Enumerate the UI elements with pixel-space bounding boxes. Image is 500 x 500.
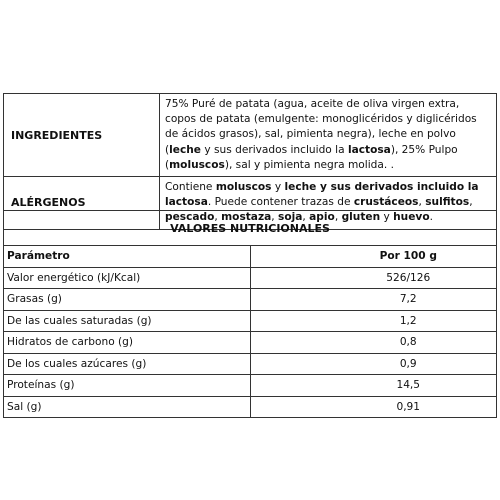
nutrient-value: 7,2 xyxy=(250,289,497,311)
allergens-label: ALÉRGENOS xyxy=(4,177,160,230)
bold-text: gluten xyxy=(341,211,381,224)
nutrient-value: 526/126 xyxy=(250,267,497,289)
text-segment: , xyxy=(214,211,222,224)
bold-text: moluscos xyxy=(169,158,225,171)
value-header: Por 100 g xyxy=(250,246,497,268)
nutrient-name: Hidratos de carbono (g) xyxy=(4,332,251,354)
text-segment: y xyxy=(271,181,285,194)
bold-text: lactosa xyxy=(347,143,391,156)
ingredients-label: INGREDIENTES xyxy=(4,94,160,177)
text-segment: y sus derivados incluido la xyxy=(200,143,348,156)
text-segment: , xyxy=(334,211,342,224)
text-segment: , xyxy=(469,196,473,209)
param-header: Parámetro xyxy=(4,246,251,268)
ingredients-text xyxy=(160,94,497,177)
nutrient-name: Sal (g) xyxy=(4,396,251,418)
bold-text: apio xyxy=(309,211,335,224)
nutrition-title-row xyxy=(4,211,497,246)
nutrition-row xyxy=(4,396,497,418)
nutrition-row xyxy=(4,310,497,332)
nutrition-header-row xyxy=(4,246,497,268)
nutrient-name: Valor energético (kJ/Kcal) xyxy=(4,267,251,289)
text-segment: . Puede contener trazas de xyxy=(207,196,354,209)
bold-text: leche xyxy=(169,143,201,156)
nutrition-row xyxy=(4,267,497,289)
text-segment: ), 25% Pulpo ( xyxy=(165,143,458,171)
nutrient-value: 14,5 xyxy=(250,375,497,397)
nutrition-row xyxy=(4,375,497,397)
bold-text: mostaza xyxy=(221,211,272,224)
nutrient-value: 0,8 xyxy=(250,332,497,354)
bold-text: sulfitos xyxy=(425,196,470,209)
nutrient-value: 0,91 xyxy=(250,396,497,418)
bold-text: crustáceos xyxy=(353,196,419,209)
nutrient-value: 0,9 xyxy=(250,353,497,375)
nutrient-value: 1,2 xyxy=(250,310,497,332)
bold-text: moluscos xyxy=(215,181,272,194)
text-segment: , xyxy=(302,211,310,224)
bold-text: huevo xyxy=(393,211,430,224)
nutrient-name: Grasas (g) xyxy=(4,289,251,311)
text-segment: ), sal y pimienta negra molida. . xyxy=(224,158,394,171)
nutrition-row xyxy=(4,332,497,354)
text-segment: . xyxy=(429,211,433,224)
bold-text: leche y sus derivados incluido la lactosa xyxy=(165,181,479,209)
text-segment: , xyxy=(418,196,426,209)
nutrient-name: De las cuales saturadas (g) xyxy=(4,310,251,332)
nutrition-title: VALORES NUTRICIONALES xyxy=(4,211,497,246)
bold-text: pescado xyxy=(165,211,215,224)
nutrition-row xyxy=(4,353,497,375)
text-segment: , xyxy=(271,211,279,224)
text-segment: 75% Puré de patata (agua, aceite de oliva virgen extra, copos de patata (emulgente: monoglicéridos y diglicéridos de ácidos grasos), sal, pimienta negra), leche en polvo ( xyxy=(165,98,477,156)
nutrition-row xyxy=(4,289,497,311)
nutrient-name: Proteínas (g) xyxy=(4,375,251,397)
bold-text: soja xyxy=(278,211,303,224)
ingredients-row xyxy=(4,94,497,177)
text-segment: Contiene xyxy=(165,181,216,194)
text-segment: y xyxy=(380,211,394,224)
nutrition-table xyxy=(3,210,497,418)
nutrient-name: De los cuales azúcares (g) xyxy=(4,353,251,375)
